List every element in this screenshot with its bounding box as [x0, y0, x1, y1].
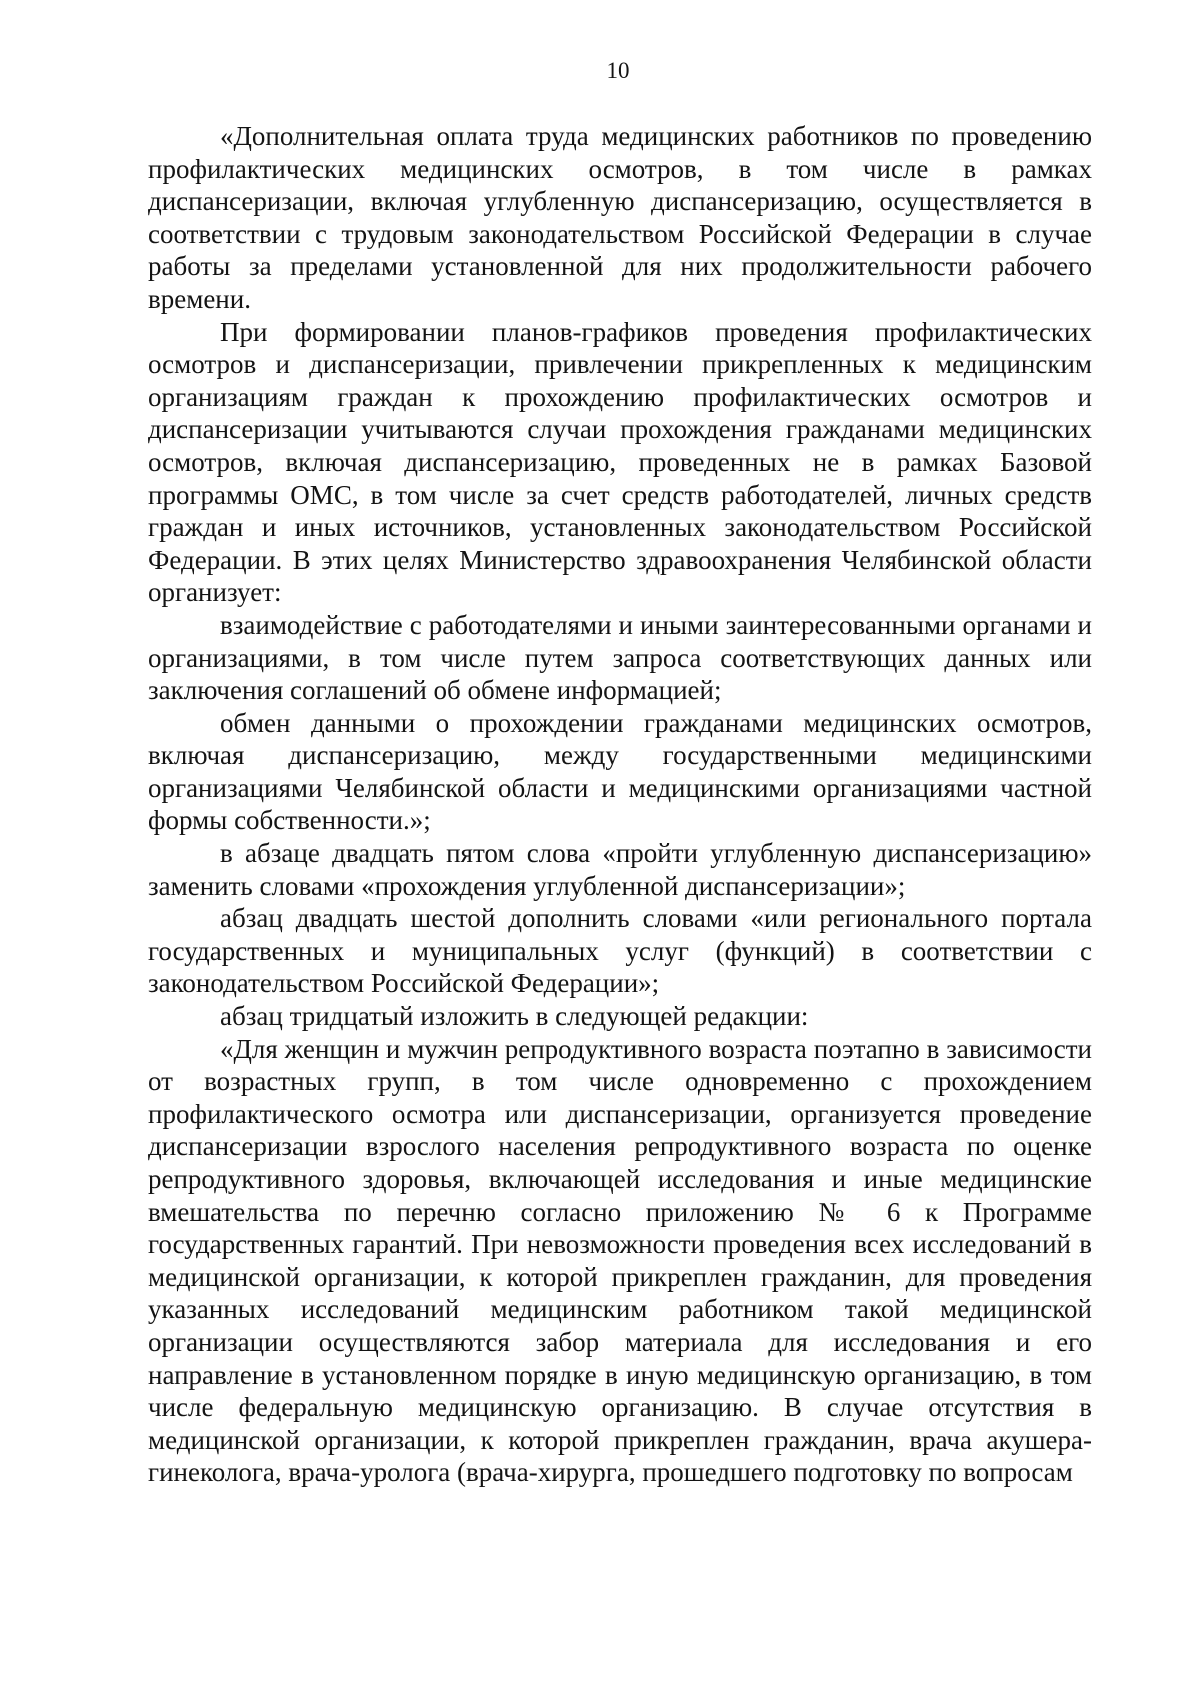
paragraph-6: абзац двадцать шестой дополнить словами «или регионального портала государственных и муниципальных услуг (функций) в соответствии с законодательством Российской Федерации»; — [148, 903, 1092, 999]
document-body — [148, 120, 1092, 1489]
paragraph-2: При формировании планов-графиков проведения профилактических осмотров и диспансеризации, привлечении прикрепленных к медицинским организациям граждан к прохождению профилактических осмотров и диспансеризации учитываются случаи прохождения гражданами медицинских осмотров, включая диспансеризацию, проведенных не в рамках Базовой программы ОМС, в том числе за счет средств работодателей, личных средств граждан и иных источников, установленных законодательством Российской Федерации. В этих целях Министерство здравоохранения Челябинской области организует: — [148, 316, 1092, 608]
paragraph-7: абзац тридцатый изложить в следующей редакции: — [220, 1001, 809, 1032]
paragraph-5: в абзаце двадцать пятом слова «пройти углубленную диспансеризацию» заменить словами «прохождения углубленной диспансеризации»; — [148, 838, 1092, 901]
paragraph-1: «Дополнительная оплата труда медицинских работников по проведению профилактических медицинских осмотров, в том числе в рамках диспансеризации, включая углубленную диспансеризацию, осуществляется в соответствии с трудовым законодательством Российской Федерации в случае работы за пределами установленной для них продолжительности рабочего времени. — [148, 121, 1092, 314]
page-number: 10 — [606, 58, 630, 83]
paragraph-8: «Для женщин и мужчин репродуктивного возраста поэтапно в зависимости от возрастных групп, в том числе одновременно с прохождением профилактического осмотра или диспансеризации, организуется проведение диспансеризации взрослого населения репродуктивного возраста по оценке репродуктивного здоровья, включающей исследования и иные медицинские вмешательства по перечню согласно приложению № 6 к Программе государственных гарантий. При невозможности проведения всех исследований в медицинской организации, к которой прикреплен гражданин, для проведения указанных исследований медицинским работником такой медицинской организации осуществляются забор материала для исследования и его направление в установленном порядке в иную медицинскую организацию, в том числе федеральную медицинскую организацию. В случае отсутствия в медицинской организации, к которой прикреплен гражданин, врача акушера-гинеколога, врача-уролога (врача-хирурга, прошедшего подготовку по вопросам — [148, 1033, 1092, 1488]
paragraph-3: взаимодействие с работодателями и иными заинтересованными органами и организациями, в том числе путем запроса соответствующих данных или заключения соглашений об обмене информацией; — [148, 609, 1092, 706]
paragraph-4: обмен данными о прохождении гражданами медицинских осмотров, включая диспансеризацию, между государственными медицинскими организациями Челябинской области и медицинскими организациями частной формы собственности.»; — [148, 707, 1092, 836]
